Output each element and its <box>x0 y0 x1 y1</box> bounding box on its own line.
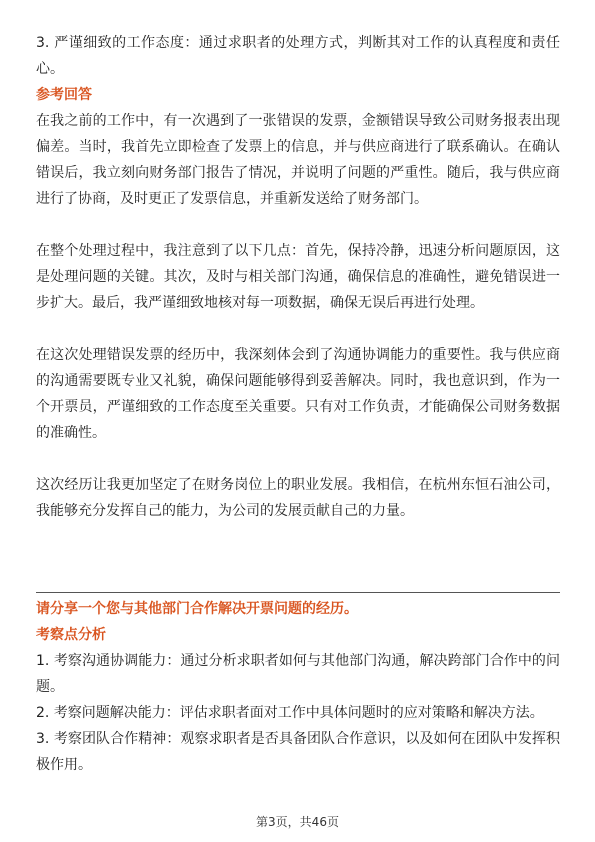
assessment-point-3: 3. 严谨细致的工作态度：通过求职者的处理方式，判断其对工作的认真程度和责任心。 <box>36 35 560 77</box>
interview-question: 请分享一个您与其他部门合作解决开票问题的经历。 <box>36 601 358 617</box>
reference-answer-heading: 参考回答 <box>36 87 92 103</box>
section-divider <box>36 592 560 593</box>
page-number: 第3页，共46页 <box>256 815 339 829</box>
analysis-point-2: 2. 考察问题解决能力：评估求职者面对工作中具体问题时的应对策略和解决方法。 <box>36 705 544 721</box>
question-section <box>36 596 560 778</box>
answer-paragraph-4: 这次经历让我更加坚定了在财务岗位上的职业发展。我相信，在杭州东恒石油公司，我能够充分发挥自己的能力，为公司的发展贡献自己的力量。 <box>36 477 560 519</box>
analysis-point-3: 3. 考察团队合作精神：观察求职者是否具备团队合作意识，以及如何在团队中发挥积极作用。 <box>36 731 560 773</box>
answer-paragraph-3: 在这次处理错误发票的经历中，我深刻体会到了沟通协调能力的重要性。我与供应商的沟通需要既专业又礼貌，确保问题能够得到妥善解决。同时，我也意识到，作为一个开票员，严谨细致的工作态度至关重要。只有对工作负责，才能确保公司财务数据的准确性。 <box>36 347 560 441</box>
answer-paragraph-1: 在我之前的工作中，有一次遇到了一张错误的发票，金额错误导致公司财务报表出现偏差。当时，我首先立即检查了发票上的信息，并与供应商进行了联系确认。在确认错误后，我立刻向财务部门报告了情况，并说明了问题的严重性。随后，我与供应商进行了协商，及时更正了发票信息，并重新发送给了财务部门。 <box>36 113 560 207</box>
answer-section <box>36 30 560 524</box>
analysis-heading: 考察点分析 <box>36 627 106 643</box>
answer-paragraph-2: 在整个处理过程中，我注意到了以下几点：首先，保持冷静，迅速分析问题原因，这是处理问题的关键。其次，及时与相关部门沟通，确保信息的准确性，避免错误进一步扩大。最后，我严谨细致地核对每一项数据，确保无误后再进行处理。 <box>36 243 560 311</box>
analysis-point-1: 1. 考察沟通协调能力：通过分析求职者如何与其他部门沟通，解决跨部门合作中的问题。 <box>36 653 560 695</box>
